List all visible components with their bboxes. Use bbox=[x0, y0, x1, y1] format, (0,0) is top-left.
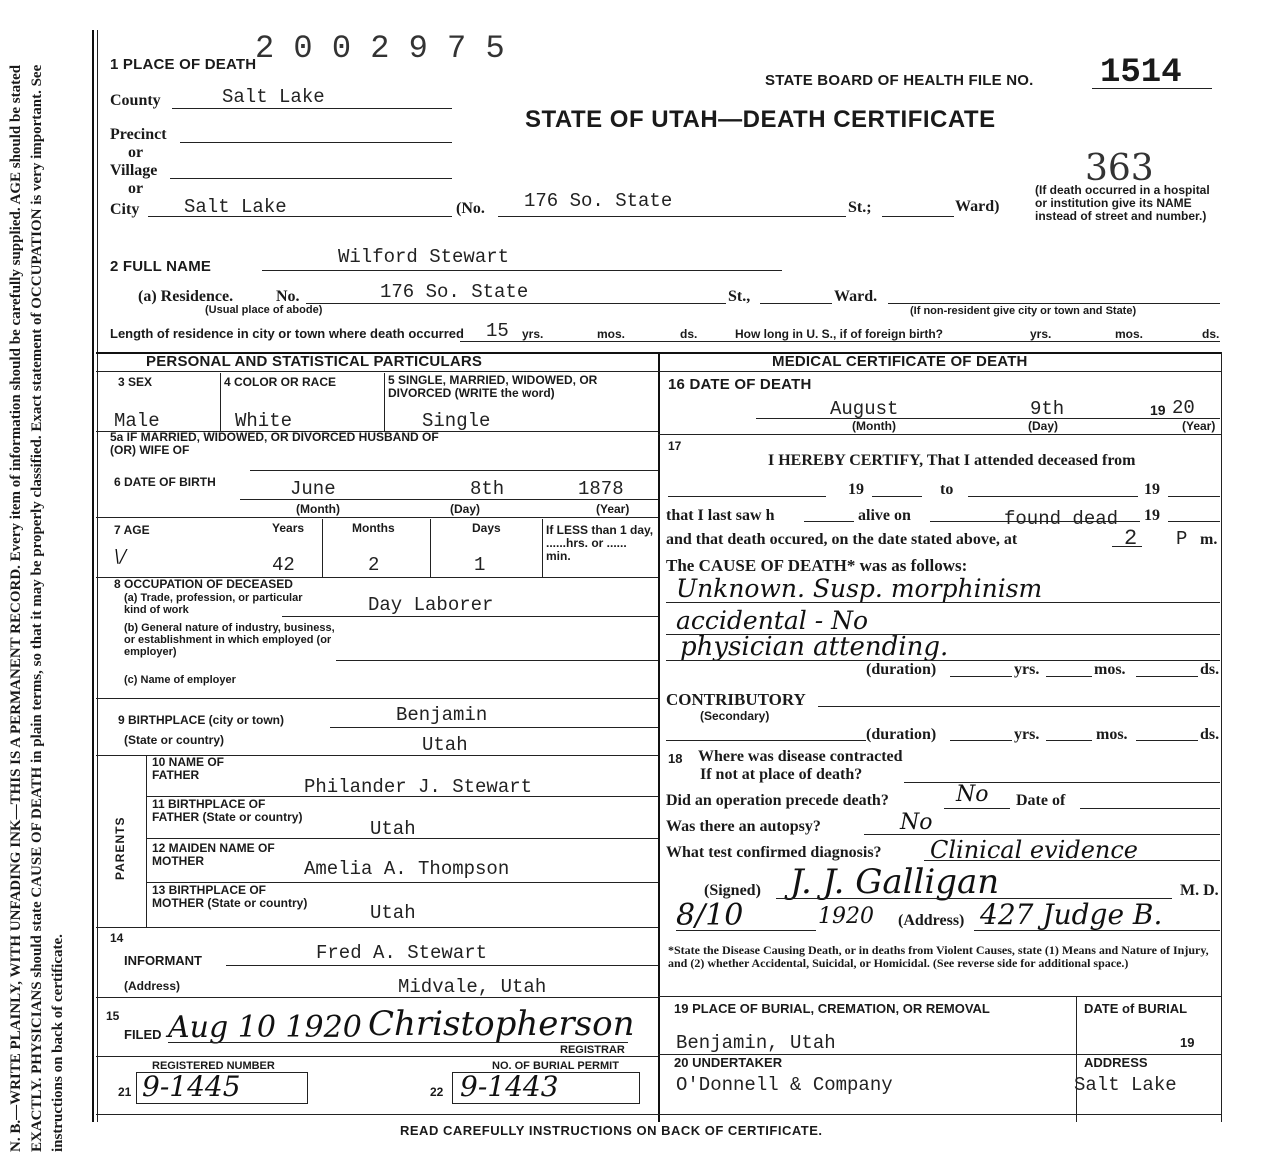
registered-number-label: REGISTERED NUMBER bbox=[152, 1060, 275, 1072]
test-label: What test confirmed diagnosis? bbox=[666, 844, 882, 861]
marital-label: 5 SINGLE, MARRIED, WIDOWED, OR DIVORCED (WRITE the word) bbox=[388, 373, 598, 400]
residence-no-label: No. bbox=[276, 288, 300, 305]
contributory-ds: ds. bbox=[1200, 726, 1220, 743]
residence-st-label: St., bbox=[728, 288, 751, 305]
or-label: or bbox=[128, 144, 144, 161]
file-number: 1514 bbox=[1100, 54, 1182, 92]
undertaker-address-label: ADDRESS bbox=[1084, 1055, 1148, 1070]
city-value: Salt Lake bbox=[184, 196, 287, 218]
dob-label: 6 DATE OF BIRTH bbox=[114, 475, 216, 489]
ward-number: 363 bbox=[1085, 148, 1154, 189]
ward-label: Ward) bbox=[955, 198, 1000, 215]
or-label: or bbox=[128, 180, 144, 197]
dob-month-caption: (Month) bbox=[296, 502, 340, 516]
mother-birthplace: Utah bbox=[370, 902, 416, 924]
burial-permit-prefix: 22 bbox=[430, 1085, 444, 1099]
filed-number: 15 bbox=[106, 1009, 120, 1023]
age-days: 1 bbox=[474, 554, 486, 576]
alive-on-label: alive on bbox=[858, 507, 911, 524]
length-mos: mos. bbox=[597, 327, 626, 341]
footer-instructions: READ CAREFULLY INSTRUCTIONS ON BACK OF CERTIFICATE. bbox=[400, 1123, 823, 1138]
cause-footnote: *State the Disease Causing Death, or in deaths from Violent Causes, state (1) Means and Nature of Injury, and (2) whether Accidental, Suicidal, or Homicidal. (See reverse side for additional space.) bbox=[668, 943, 1209, 970]
father-birthplace: Utah bbox=[370, 818, 416, 840]
cause-label: The CAUSE OF DEATH* was as follows: bbox=[666, 556, 968, 575]
burial-permit-number: 9-1443 bbox=[460, 1070, 559, 1103]
precinct-label: Precinct bbox=[110, 126, 167, 143]
mother-label: 12 MAIDEN NAME OF MOTHER bbox=[152, 841, 275, 868]
cause-line-1: Unknown. Susp. morphinism bbox=[676, 574, 1043, 603]
street-value: 176 So. State bbox=[524, 190, 673, 212]
physician-signature: J. J. Galligan bbox=[790, 862, 1000, 902]
father-label: 10 NAME OF FATHER bbox=[152, 755, 225, 782]
years-caption: Years bbox=[272, 521, 305, 535]
where-contracted-label: Where was disease contracted bbox=[698, 748, 903, 765]
length-ds: ds. bbox=[680, 327, 698, 341]
death-year-caption: (Year) bbox=[1182, 419, 1216, 433]
dob-month: June bbox=[290, 478, 336, 500]
contributory-yrs: yrs. bbox=[1014, 726, 1040, 743]
county-label: County bbox=[110, 92, 161, 109]
medical-heading: MEDICAL CERTIFICATE OF DEATH bbox=[772, 353, 1028, 370]
color-value: White bbox=[235, 410, 293, 432]
hospital-note: (If death occurred in a hospital or institution give its NAME instead of street and number.) bbox=[1035, 183, 1210, 223]
no-label: (No. bbox=[456, 200, 485, 217]
residence-label: (a) Residence. bbox=[138, 288, 234, 305]
operation-answer: No bbox=[956, 782, 989, 807]
occupation-a-caption: (a) Trade, profession, or particular kind of work bbox=[124, 592, 303, 616]
death-m-label: m. bbox=[1200, 531, 1218, 548]
burial-place-label: 19 PLACE OF BURIAL, CREMATION, OR REMOVAL bbox=[674, 1001, 990, 1016]
contributory-label: CONTRIBUTORY bbox=[666, 690, 806, 709]
birthplace-city: Benjamin bbox=[396, 704, 488, 726]
occupation-b-caption: (b) General nature of industry, business, or establishment in which employed (or employer) bbox=[124, 622, 335, 658]
from-19: 19 bbox=[848, 481, 864, 498]
test-answer: Clinical evidence bbox=[930, 836, 1139, 864]
filed-label: FILED bbox=[124, 1027, 162, 1042]
stamp-number: 2 0 0 2 9 7 5 bbox=[255, 30, 505, 67]
burial-date-label: DATE of BURIAL bbox=[1084, 1001, 1188, 1016]
last-saw-label: that I last saw h bbox=[666, 507, 775, 524]
signature-date: 8/10 bbox=[676, 898, 744, 933]
county-value: Salt Lake bbox=[222, 86, 325, 108]
age-check-mark: \/ bbox=[114, 546, 127, 567]
burial-permit-label: NO. OF BURIAL PERMIT bbox=[492, 1060, 619, 1072]
age-years: 42 bbox=[272, 554, 295, 576]
death-year: 20 bbox=[1172, 397, 1195, 419]
if-not-label: If not at place of death? bbox=[700, 766, 863, 783]
full-name-label: 2 FULL NAME bbox=[110, 258, 212, 275]
registrar-label: REGISTRAR bbox=[560, 1044, 625, 1056]
autopsy-label: Was there an autopsy? bbox=[666, 818, 821, 835]
death-month: August bbox=[830, 398, 899, 420]
city-label: City bbox=[110, 201, 140, 218]
sex-value: Male bbox=[114, 410, 160, 432]
informant-address-label: (Address) bbox=[124, 979, 181, 993]
dob-day-caption: (Day) bbox=[450, 502, 481, 516]
duration-label: (duration) bbox=[866, 661, 937, 678]
death-pm: P bbox=[1176, 528, 1188, 550]
duration-ds: ds. bbox=[1200, 661, 1220, 678]
death-day-caption: (Day) bbox=[1028, 419, 1059, 433]
undertaker-address: Salt Lake bbox=[1074, 1074, 1177, 1096]
contributory-mos: mos. bbox=[1096, 726, 1128, 743]
us-yrs: yrs. bbox=[1030, 327, 1052, 341]
birthplace-state: Utah bbox=[422, 734, 468, 756]
parents-label: PARENTS bbox=[113, 816, 127, 880]
length-value: 15 bbox=[486, 320, 509, 342]
margin-note: N. B.—WRITE PLAINLY, WITH UNFADING INK—THIS IS A PERMANENT RECORD. Every item of information should be carefully supplied. AGE should be stated EXACTLY. PHYSICIANS should state CAUSE OF DEATH in plain terms, so that it may be properly classified. Exact statement of OCCUPATION is very important. See instructions on back of certificate. bbox=[8, 64, 66, 1152]
informant-value: Fred A. Stewart bbox=[316, 942, 488, 964]
filed-date: Aug 10 1920 bbox=[168, 1010, 362, 1045]
nonresident-note: (If non-resident give city or town and State) bbox=[910, 305, 1137, 317]
duration-yrs: yrs. bbox=[1014, 661, 1040, 678]
place-of-death-label: 1 PLACE OF DEATH bbox=[110, 56, 257, 73]
less-than-caption: If LESS than 1 day, ......hrs. or ...... min. bbox=[546, 523, 654, 563]
spouse-label: 5a IF MARRIED, WIDOWED, OR DIVORCED HUSBAND OF (OR) WIFE OF bbox=[110, 430, 439, 457]
registrar-signature: Christopherson bbox=[368, 1004, 635, 1044]
signature-year: 1920 bbox=[818, 904, 874, 929]
burial-date-19: 19 bbox=[1180, 1035, 1195, 1050]
duration-mos: mos. bbox=[1094, 661, 1126, 678]
death-year-prefix: 19 bbox=[1150, 402, 1166, 418]
to-label: to bbox=[940, 481, 954, 498]
duration-label: (duration) bbox=[866, 726, 937, 743]
sex-label: 3 SEX bbox=[118, 375, 153, 389]
usual-place-caption: (Usual place of abode) bbox=[205, 304, 323, 316]
occupation-value: Day Laborer bbox=[368, 594, 494, 616]
certify-statement: I HEREBY CERTIFY, That I attended deceased from bbox=[768, 452, 1136, 469]
date-of-death-label: 16 DATE OF DEATH bbox=[668, 376, 812, 393]
birthplace-state-label: (State or country) bbox=[124, 733, 225, 747]
undertaker-value: O'Donnell & Company bbox=[676, 1074, 893, 1096]
residence-value: 176 So. State bbox=[380, 281, 529, 303]
birthplace-label: 9 BIRTHPLACE (city or town) bbox=[118, 713, 285, 727]
death-hour: 2 bbox=[1124, 526, 1138, 551]
death-month-caption: (Month) bbox=[852, 419, 896, 433]
us-mos: mos. bbox=[1115, 327, 1144, 341]
section-18-number: 18 bbox=[668, 751, 683, 766]
md-label: M. D. bbox=[1180, 882, 1219, 899]
us-label: How long in U. S., if of foreign birth? bbox=[735, 327, 943, 341]
personal-heading: PERSONAL AND STATISTICAL PARTICULARS bbox=[146, 353, 483, 370]
last-saw-19: 19 bbox=[1144, 507, 1160, 524]
informant-address: Midvale, Utah bbox=[398, 976, 547, 998]
board-label: STATE BOARD OF HEALTH FILE NO. bbox=[765, 72, 1034, 89]
registered-number: 9-1445 bbox=[142, 1070, 241, 1103]
secondary-label: (Secondary) bbox=[700, 709, 770, 723]
dob-year: 1878 bbox=[578, 478, 624, 500]
dob-year-caption: (Year) bbox=[596, 502, 630, 516]
undertaker-label: 20 UNDERTAKER bbox=[674, 1055, 783, 1070]
physician-address: 427 Judge B. bbox=[980, 898, 1163, 931]
residence-ward-label: Ward. bbox=[834, 288, 878, 305]
occupation-c-caption: (c) Name of employer bbox=[124, 674, 236, 686]
physician-address-label: (Address) bbox=[898, 912, 965, 929]
autopsy-answer: No bbox=[900, 810, 933, 835]
length-yrs: yrs. bbox=[522, 327, 544, 341]
operation-date-label: Date of bbox=[1016, 792, 1066, 809]
age-months: 2 bbox=[368, 554, 380, 576]
section-17-number: 17 bbox=[668, 439, 682, 453]
death-occured-label: and that death occured, on the date stated above, at bbox=[666, 531, 1018, 548]
father-value: Philander J. Stewart bbox=[304, 776, 533, 798]
age-label: 7 AGE bbox=[114, 523, 150, 537]
page-title: STATE OF UTAH—DEATH CERTIFICATE bbox=[525, 106, 996, 133]
registered-number-prefix: 21 bbox=[118, 1085, 132, 1099]
mother-birthplace-label: 13 BIRTHPLACE OF MOTHER (State or country) bbox=[152, 883, 308, 910]
informant-number: 14 bbox=[110, 931, 124, 945]
operation-label: Did an operation precede death? bbox=[666, 792, 889, 809]
st-label: St.; bbox=[848, 199, 872, 216]
cause-line-3: physician attending. bbox=[680, 632, 949, 662]
length-label: Length of residence in city or town where death occurred bbox=[110, 326, 464, 341]
burial-place-value: Benjamin, Utah bbox=[676, 1032, 836, 1054]
dob-day: 8th bbox=[470, 478, 505, 500]
father-birthplace-label: 11 BIRTHPLACE OF FATHER (State or country) bbox=[152, 797, 303, 824]
found-dead-value: found dead bbox=[1004, 508, 1119, 530]
village-label: Village bbox=[110, 162, 158, 179]
death-day: 9th bbox=[1030, 398, 1065, 420]
color-label: 4 COLOR OR RACE bbox=[224, 375, 337, 389]
cause-line-2: accidental - No bbox=[676, 606, 869, 635]
signed-label: (Signed) bbox=[704, 882, 761, 899]
us-ds: ds. bbox=[1202, 327, 1220, 341]
to-19: 19 bbox=[1144, 481, 1160, 498]
months-caption: Months bbox=[352, 521, 395, 535]
mother-value: Amelia A. Thompson bbox=[304, 858, 510, 880]
marital-value: Single bbox=[422, 410, 491, 432]
occupation-label: 8 OCCUPATION OF DECEASED bbox=[114, 577, 293, 591]
informant-label: INFORMANT bbox=[124, 953, 202, 968]
days-caption: Days bbox=[472, 521, 501, 535]
full-name-value: Wilford Stewart bbox=[338, 246, 510, 268]
